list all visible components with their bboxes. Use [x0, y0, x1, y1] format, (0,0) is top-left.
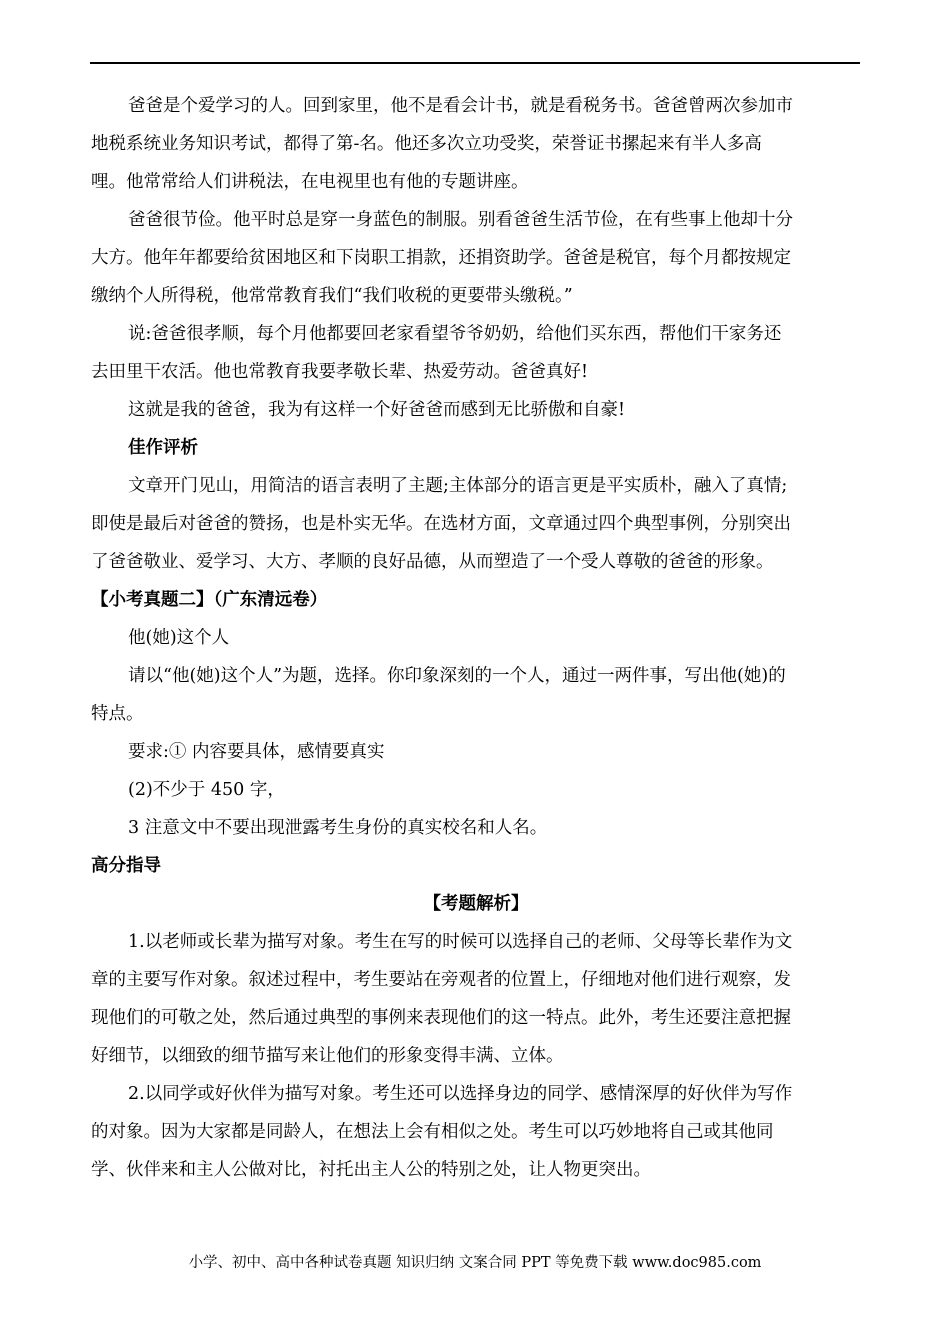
paragraph-line: 2.以同学或好伙伴为描写对象。考生还可以选择身边的同学、感情深厚的好伙伴为写作: [128, 1084, 793, 1104]
header-rule: [90, 62, 860, 64]
document-body: [91, 87, 861, 1189]
paragraph-line: 文章开门见山，用简洁的语言表明了主题;主体部分的语言更是平实质朴，融入了真情;: [128, 476, 788, 496]
requirement-line: 要求:① 内容要具体，感情要真实: [128, 742, 385, 762]
requirement-line: 3 注意文中不要出现泄露考生身份的真实校名和人名。: [128, 818, 548, 838]
paragraph-line: 大方。他年年都要给贫困地区和下岗职工捐款，还捐资助学。爸爸是税官，每个月都按规定: [91, 248, 791, 268]
paragraph-line: 1.以老师或长辈为描写对象。考生在写的时候可以选择自己的老师、父母等长辈作为文: [128, 932, 793, 952]
paragraph-line: 缴纳个人所得税，他常常教育我们“我们收税的更要带头缴税。”: [91, 286, 573, 306]
paragraph-line: 这就是我的爸爸，我为有这样一个好爸爸而感到无比骄傲和自豪!: [128, 400, 626, 420]
requirement-line: (2)不少于 450 字，: [128, 780, 285, 800]
paragraph-line: 即使是最后对爸爸的赞扬，也是朴实无华。在选材方面，文章通过四个典型事例，分别突出: [91, 514, 791, 534]
paragraph-line: 学、伙伴来和主人公做对比，衬托出主人公的特别之处，让人物更突出。: [91, 1160, 651, 1180]
section-heading-review: 佳作评析: [128, 438, 198, 458]
essay-title: 他(她)这个人: [128, 628, 230, 648]
paragraph-line: 哩。他常常给人们讲税法，在电视里也有他的专题讲座。: [91, 172, 529, 192]
section-heading-exam: 【小考真题二】（广东清远卷）: [91, 590, 328, 610]
paragraph-line: 请以“他(她)这个人”为题，选择。你印象深刻的一个人，通过一两件事，写出他(她)的: [128, 666, 786, 686]
paragraph-line: 去田里干农活。他也常教育我要孝敬长辈、热爱劳动。爸爸真好!: [91, 362, 589, 382]
section-heading-analysis: 【考题解析】: [423, 894, 529, 914]
paragraph-line: 现他们的可敬之处，然后通过典型的事例来表现他们的这一特点。此外，考生还要注意把握: [91, 1008, 791, 1028]
paragraph-line: 章的主要写作对象。叙述过程中，考生要站在旁观者的位置上，仔细地对他们进行观察，发: [91, 970, 791, 990]
paragraph-line: 了爸爸敬业、爱学习、大方、孝顺的良好品德，从而塑造了一个受人尊敬的爸爸的形象。: [91, 552, 774, 572]
paragraph-line: 爸爸是个爱学习的人。回到家里，他不是看会计书，就是看税务书。爸爸曾两次参加市: [128, 96, 793, 116]
page-footer: 小学、初中、高中各种试卷真题 知识归纳 文案合同 PPT 等免费下载 www.doc985.com: [188, 1255, 762, 1271]
paragraph-line: 好细节，以细致的细节描写来让他们的形象变得丰满、立体。: [91, 1046, 564, 1066]
paragraph-line: 的对象。因为大家都是同龄人，在想法上会有相似之处。考生可以巧妙地将自己或其他同: [91, 1122, 774, 1142]
paragraph-line: 说:爸爸很孝顺，每个月他都要回老家看望爷爷奶奶，给他们买东西，帮他们干家务还: [128, 324, 782, 344]
section-heading-guide: 高分指导: [91, 856, 161, 876]
paragraph-line: 地税系统业务知识考试，都得了第-名。他还多次立功受奖，荣誉证书摞起来有半人多高: [91, 134, 762, 154]
paragraph-line: 爸爸很节俭。他平时总是穿一身蓝色的制服。别看爸爸生活节俭，在有些事上他却十分: [128, 210, 793, 230]
paragraph-line: 特点。: [91, 704, 144, 724]
